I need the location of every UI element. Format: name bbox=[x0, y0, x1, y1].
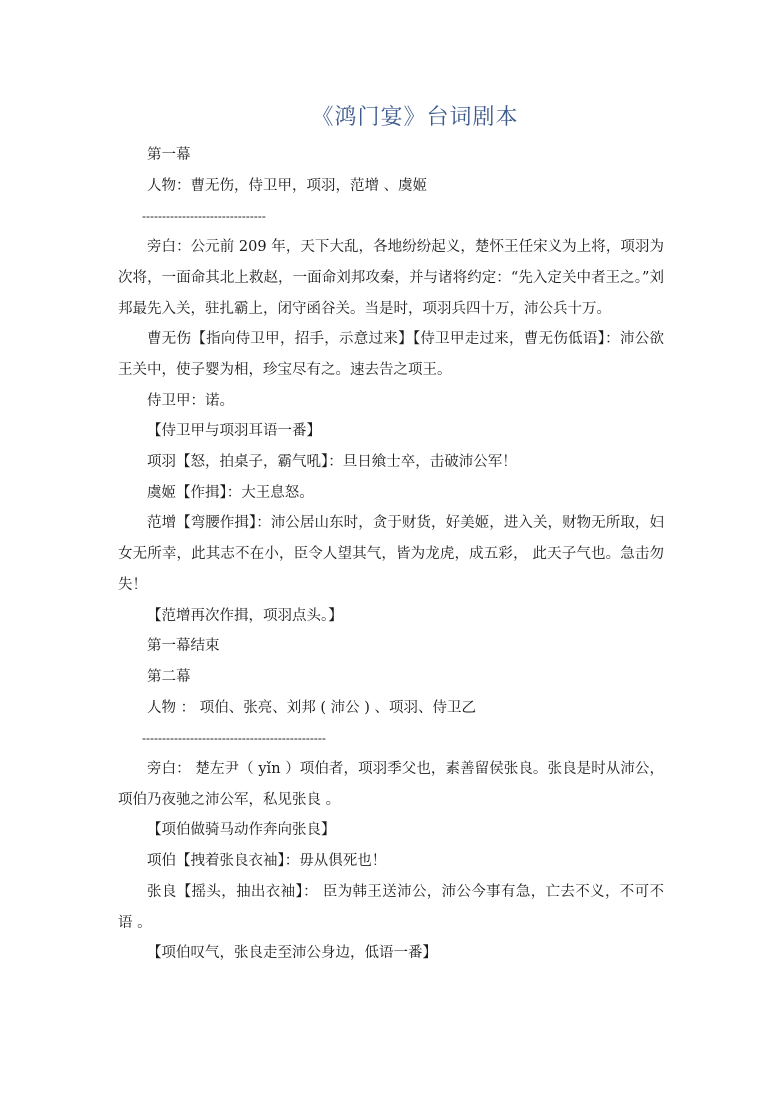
act-heading: 第二幕 bbox=[147, 668, 191, 685]
dialogue-paragraph: 虞姬【作揖】：大王息怒。 bbox=[147, 484, 314, 501]
separator-line: ---------------------------------------------- bbox=[142, 731, 326, 746]
narration-paragraph: 旁白： 楚左尹（ yǐn ）项伯者，项羽季父也，素善留侯张良。张良是时从沛公，项伯乃夜驰之沛公军，私见张良 。 bbox=[118, 761, 664, 808]
stage-direction: 【侍卫甲与项羽耳语一番】 bbox=[147, 423, 321, 440]
cast-list: 人物：曹无伤，侍卫甲，项羽，范增 、虞姬 bbox=[147, 177, 428, 194]
dialogue-paragraph: 张良【摇头，抽出衣袖】： 臣为韩王送沛公，沛公今事有急，亡去不义，不可不语 。 bbox=[118, 883, 664, 931]
stage-direction: 【项伯叹气，张良走至沛公身边，低语一番】 bbox=[147, 945, 437, 962]
document-title: 《鸿门宴》台词剧本 bbox=[311, 105, 519, 130]
dialogue-paragraph: 项羽【怒，拍桌子，霸气吼】：旦日飨士卒，击破沛公军！ bbox=[147, 454, 517, 471]
dialogue-paragraph: 侍卫甲：诺。 bbox=[147, 392, 234, 409]
act-end: 第一幕结束 bbox=[147, 638, 220, 655]
dialogue-paragraph: 项伯【拽着张良衣袖】：毋从俱死也！ bbox=[147, 853, 387, 870]
stage-direction: 【项伯做骑马动作奔向张良】 bbox=[147, 822, 336, 839]
separator-line: ------------------------------- bbox=[142, 209, 266, 224]
stage-direction: 【范增再次作揖，项羽点头。】 bbox=[147, 607, 343, 624]
dialogue-paragraph: 范增【弯腰作揖】：沛公居山东时，贪于财货，好美姬，进入关，财物无所取，妇女无所幸，此其志不在小，臣令人望其气，皆为龙虎，成五彩， 此天子气也。急击勿失！ bbox=[118, 515, 664, 593]
act-heading: 第一幕 bbox=[147, 147, 191, 163]
narration-paragraph: 旁白：公元前 209 年，天下大乱，各地纷纷起义，楚怀王任宋义为上将，项羽为次将，一面命其北上救赵，一面命刘邦攻秦，并与诸将约定：“先入定关中者王之。”刘邦最先入关，驻扎霸上，闭守函谷关。当是时，项羽兵四十万，沛公兵十万。 bbox=[118, 239, 664, 317]
script-body bbox=[118, 140, 664, 969]
cast-list: 人物 ： 项伯、张亮、刘邦 ( 沛公 ) 、项羽、侍卫乙 bbox=[147, 699, 476, 716]
dialogue-paragraph: 曹无伤【指向侍卫甲，招手，示意过来】【侍卫甲走过来，曹无伤低语】：沛公欲王关中，使子婴为相，珍宝尽有之。速去告之项王。 bbox=[118, 331, 664, 378]
